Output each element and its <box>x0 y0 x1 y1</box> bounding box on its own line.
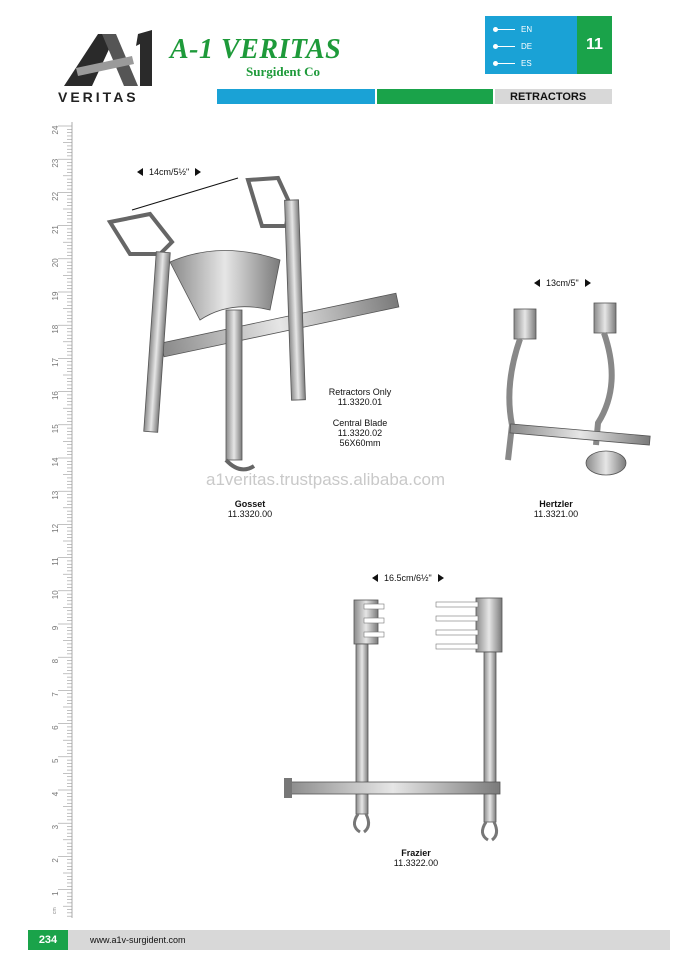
website-link[interactable]: www.a1v-surgident.com <box>90 935 186 945</box>
gosset-note-retractors <box>310 387 410 407</box>
language-selector <box>485 16 577 74</box>
dimension-text: 13cm/5" <box>546 278 579 288</box>
header-bar-green <box>377 89 493 104</box>
ruler-label: 20 <box>51 258 60 268</box>
ruler-label: 17 <box>51 357 60 367</box>
a1-logo-icon <box>56 28 166 106</box>
chapter-number: 11 <box>577 16 612 74</box>
ruler-label: 11 <box>51 557 60 566</box>
ruler-label: 4 <box>51 791 60 797</box>
frazier-dimension <box>372 573 444 583</box>
product-name: Gosset <box>234 499 266 509</box>
section-title: RETRACTORS <box>510 91 587 103</box>
product-name: Hertzler <box>539 499 573 509</box>
note-code: 11.3320.02 <box>337 428 383 438</box>
ruler-label: 23 <box>51 158 60 168</box>
ruler-label: 22 <box>51 191 60 201</box>
ruler-label: 12 <box>51 523 60 533</box>
ruler-label: 6 <box>51 725 60 730</box>
language-label: DE <box>521 41 533 51</box>
language-item-es[interactable] <box>495 56 532 70</box>
note-label: Retractors Only <box>328 387 392 397</box>
ruler-label: 14 <box>51 457 60 467</box>
logo-text: VERITAS <box>58 89 139 105</box>
ruler-unit: cm <box>52 907 58 914</box>
product-hertzler <box>506 499 606 519</box>
ruler-label: 24 <box>51 125 60 135</box>
arrow-right-icon <box>438 574 444 582</box>
ruler-label: 19 <box>51 291 60 301</box>
language-label: EN <box>521 24 533 34</box>
dimension-text: 16.5cm/6½" <box>384 573 432 583</box>
dimension-text: 14cm/5½" <box>149 167 190 177</box>
ruler-label: 21 <box>51 225 60 235</box>
note-code: 11.3320.01 <box>337 397 383 407</box>
product-code: 11.3322.00 <box>393 858 439 868</box>
ruler-label: 9 <box>51 625 60 631</box>
product-gosset <box>195 499 305 519</box>
hertzler-dimension <box>534 278 591 288</box>
arrow-left-icon <box>372 574 378 582</box>
ruler-label: 5 <box>51 758 60 764</box>
language-item-de[interactable] <box>495 39 532 53</box>
cm-ruler <box>28 122 74 918</box>
ruler-label: 13 <box>51 490 60 500</box>
product-frazier <box>366 848 466 868</box>
note-size: 56X60mm <box>339 438 381 448</box>
arrow-right-icon <box>585 279 591 287</box>
watermark: a1veritas.trustpass.alibaba.com <box>206 470 446 489</box>
ruler-label: 8 <box>51 658 60 664</box>
language-label: ES <box>521 58 532 68</box>
ruler-label: 10 <box>51 590 60 600</box>
page-number: 234 <box>28 930 68 950</box>
frazier-retractor-image <box>280 590 520 850</box>
ruler-label: 2 <box>51 858 60 863</box>
brand-subtitle: Surgident Co <box>246 64 321 79</box>
product-name: Frazier <box>401 848 431 858</box>
ruler-label: 15 <box>51 424 60 434</box>
gosset-note-central-blade <box>310 418 410 448</box>
brand-name: A-1 VERITAS <box>170 34 342 65</box>
language-item-en[interactable] <box>495 22 532 36</box>
ruler-label: 16 <box>51 391 60 401</box>
product-code: 11.3321.00 <box>533 509 579 519</box>
product-code: 11.3320.00 <box>227 509 273 519</box>
ruler-label: 7 <box>51 692 60 697</box>
ruler-label: 1 <box>51 891 60 896</box>
note-label: Central Blade <box>332 418 388 428</box>
arrow-left-icon <box>534 279 540 287</box>
ruler-label: 3 <box>51 824 60 830</box>
hertzler-retractor-image <box>490 295 680 485</box>
header-bar-blue <box>217 89 375 104</box>
ruler-label: 18 <box>51 324 60 334</box>
